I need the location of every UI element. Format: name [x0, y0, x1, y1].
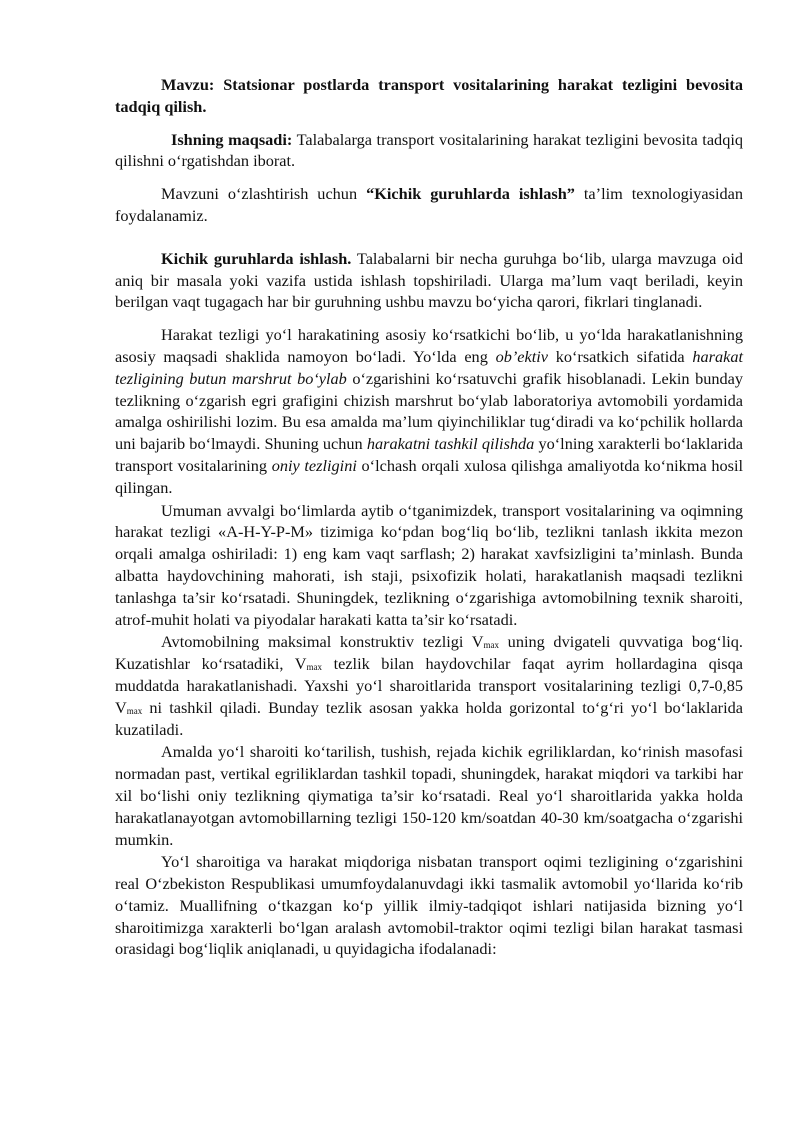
- method-text-1: Mavzuni o‘zlashtirish uchun: [161, 184, 367, 204]
- speed-italic-4: oniy tezligini: [271, 455, 357, 475]
- method-paragraph: [115, 183, 743, 227]
- goal-label: Ishning maqsadi:: [171, 129, 293, 149]
- small-groups-text: Talabalarni bir necha guruhga bo‘lib, ularga mavzuga oid aniq bir masala yoki vazifa ustida ishlash topshiriladi. Ularga ma’lum vaqt beriladi, keyin berilgan vaqt tugagach har bir guruhning ushbu mavzu bo‘yicha qarori, fikrlari tinglanadi.: [115, 248, 743, 312]
- small-groups-label: Kichik guruhlarda ishlash.: [161, 248, 352, 268]
- max-subscript-3: max: [126, 705, 143, 716]
- flow-speed-paragraph: [115, 851, 743, 960]
- system-paragraph: [115, 500, 743, 631]
- speed-text-3: o‘zgarishini ko‘rsatuvchi grafik hisoblanadi. Lekin bunday tezlikning o‘zgarish egri grafigini chizish marshrut bo‘ylab laboratoriya avtomobili yordamida amalga oshirilishi lozim. Bu esa amalda ma’lum qiyinchiliklar tug‘diradi va ko‘pchilik hollarda uni bajarib bo‘lmaydi. Shuning uchun: [115, 368, 743, 454]
- topic-title: Mavzu: Statsionar postlarda transport vositalarining harakat tezligini bevosita tadqiq qilish.: [115, 75, 743, 116]
- speed-italic-3: harakatni tashkil qilishda: [366, 434, 535, 454]
- flow-speed-text: Yo‘l sharoitiga va harakat miqdoriga nisbatan transport oqimi tezligining o‘zgarishini real O‘zbekiston Respublikasi umumfoydalanuvdagi ikki tasmalik avtomobil yo‘llarida ko‘rib o‘tamiz. Muallifning o‘tkazgan ko‘p yillik ilmiy-tadqiqot ishlari natijasida bizning yo‘l sharoitimizga xarakterli bo‘lgan aralash avtomobil-traktor oqimi tezligi bilan harakat tasmasi orasidagi bog‘liqlik aniqlanadi, u quyidagicha ifodalanadi:: [115, 852, 743, 959]
- goal-paragraph: [115, 129, 743, 173]
- system-text: Umuman avvalgi bo‘limlarda aytib o‘tganimizdek, transport vositalarining va oqimning harakat tezligi «A-H-Y-P-M» tizimiga ko‘pdan bog‘liq bo‘lib, tezlikni tanlash ikkita mezon orqali amalga oshiriladi: 1) eng kam vaqt sarflash; 2) harakat xavfsizligini ta’minlash. Bunda albatta haydovchining mahorati, ish staji, psixofizik holati, harakatlanish maqsadi tezlikni tanlashga ta’sir ko‘rsatadi. Shuningdek, tezlikning o‘zgarishiga avtomobilning texnik sharoiti, atrof-muhit holati va piyodalar harakati katta ta’sir ko‘rsatadi.: [115, 500, 743, 629]
- max-text-1: Avtomobilning maksimal konstruktiv tezligi V: [161, 632, 484, 652]
- document-page: [115, 74, 743, 960]
- speed-text-1: Harakat tezligi yo‘l harakatining asosiy ko‘rsatkichi bo‘lib, u yo‘lda harakatlanishning asosiy maqsadi shaklida namoyon bo‘ladi. Yo‘lda eng: [115, 325, 743, 366]
- speed-text-2: ko‘rsatkich sifatida: [548, 346, 693, 366]
- speed-italic-2: harakat tezligining butun marshrut bo‘ylab: [115, 346, 743, 388]
- speed-italic-1: ob’ektiv: [495, 346, 548, 366]
- max-subscript-2: max: [306, 662, 322, 673]
- max-speed-paragraph: [115, 631, 743, 740]
- goal-text: Talabalarga transport vositalarining harakat tezligini bevosita tadqiq qilishni o‘rgatishdan iborat.: [115, 129, 743, 171]
- method-text-2: ta’lim texnologiyasidan foydalanamiz.: [115, 184, 743, 225]
- method-name: “Kichik guruhlarda ishlash”: [366, 184, 575, 204]
- max-subscript-1: max: [483, 640, 500, 651]
- speed-text-4: yo‘lning xarakterli bo‘laklarida transport vositalarining: [115, 434, 743, 475]
- small-groups-paragraph: [115, 248, 743, 313]
- max-text-3: tezlik bilan haydovchilar faqat ayrim hollardagina qisqa muddatda harakatlanishadi. Yaxshi yo‘l sharoitlarida transport vositalarining tezligi 0,7-0,85 V: [115, 654, 743, 717]
- max-text-2: uning dvigateli quvvatiga bog‘liq. Kuzatishlar ko‘rsatadiki, V: [115, 632, 743, 674]
- max-text-4: ni tashkil qiladi. Bunday tezlik asosan yakka holda gorizontal to‘g‘ri yo‘l bo‘laklarida kuzatiladi.: [115, 697, 743, 739]
- road-conditions-text: Amalda yo‘l sharoiti ko‘tarilish, tushish, rejada kichik egriliklardan, ko‘rinish masofasi normadan past, vertikal egriliklardan tashkil topadi, shuningdek, harakat miqdori va tarkibi har xil bo‘lishi oniy tezlikning qiymatiga ta’sir ko‘rsatadi. Real yo‘l sharoitlarida yakka holda harakatlanayotgan avtomobillarning tezligi 150-120 km/soatdan 40-30 km/soatgacha o‘zgarishi mumkin.: [115, 742, 743, 849]
- speed-indicator-paragraph: [115, 324, 743, 498]
- road-conditions-paragraph: [115, 741, 743, 850]
- speed-text-5: o‘lchash orqali xulosa qilishga amaliyotda ko‘nikma hosil qilingan.: [115, 455, 744, 497]
- topic-heading: [115, 74, 743, 118]
